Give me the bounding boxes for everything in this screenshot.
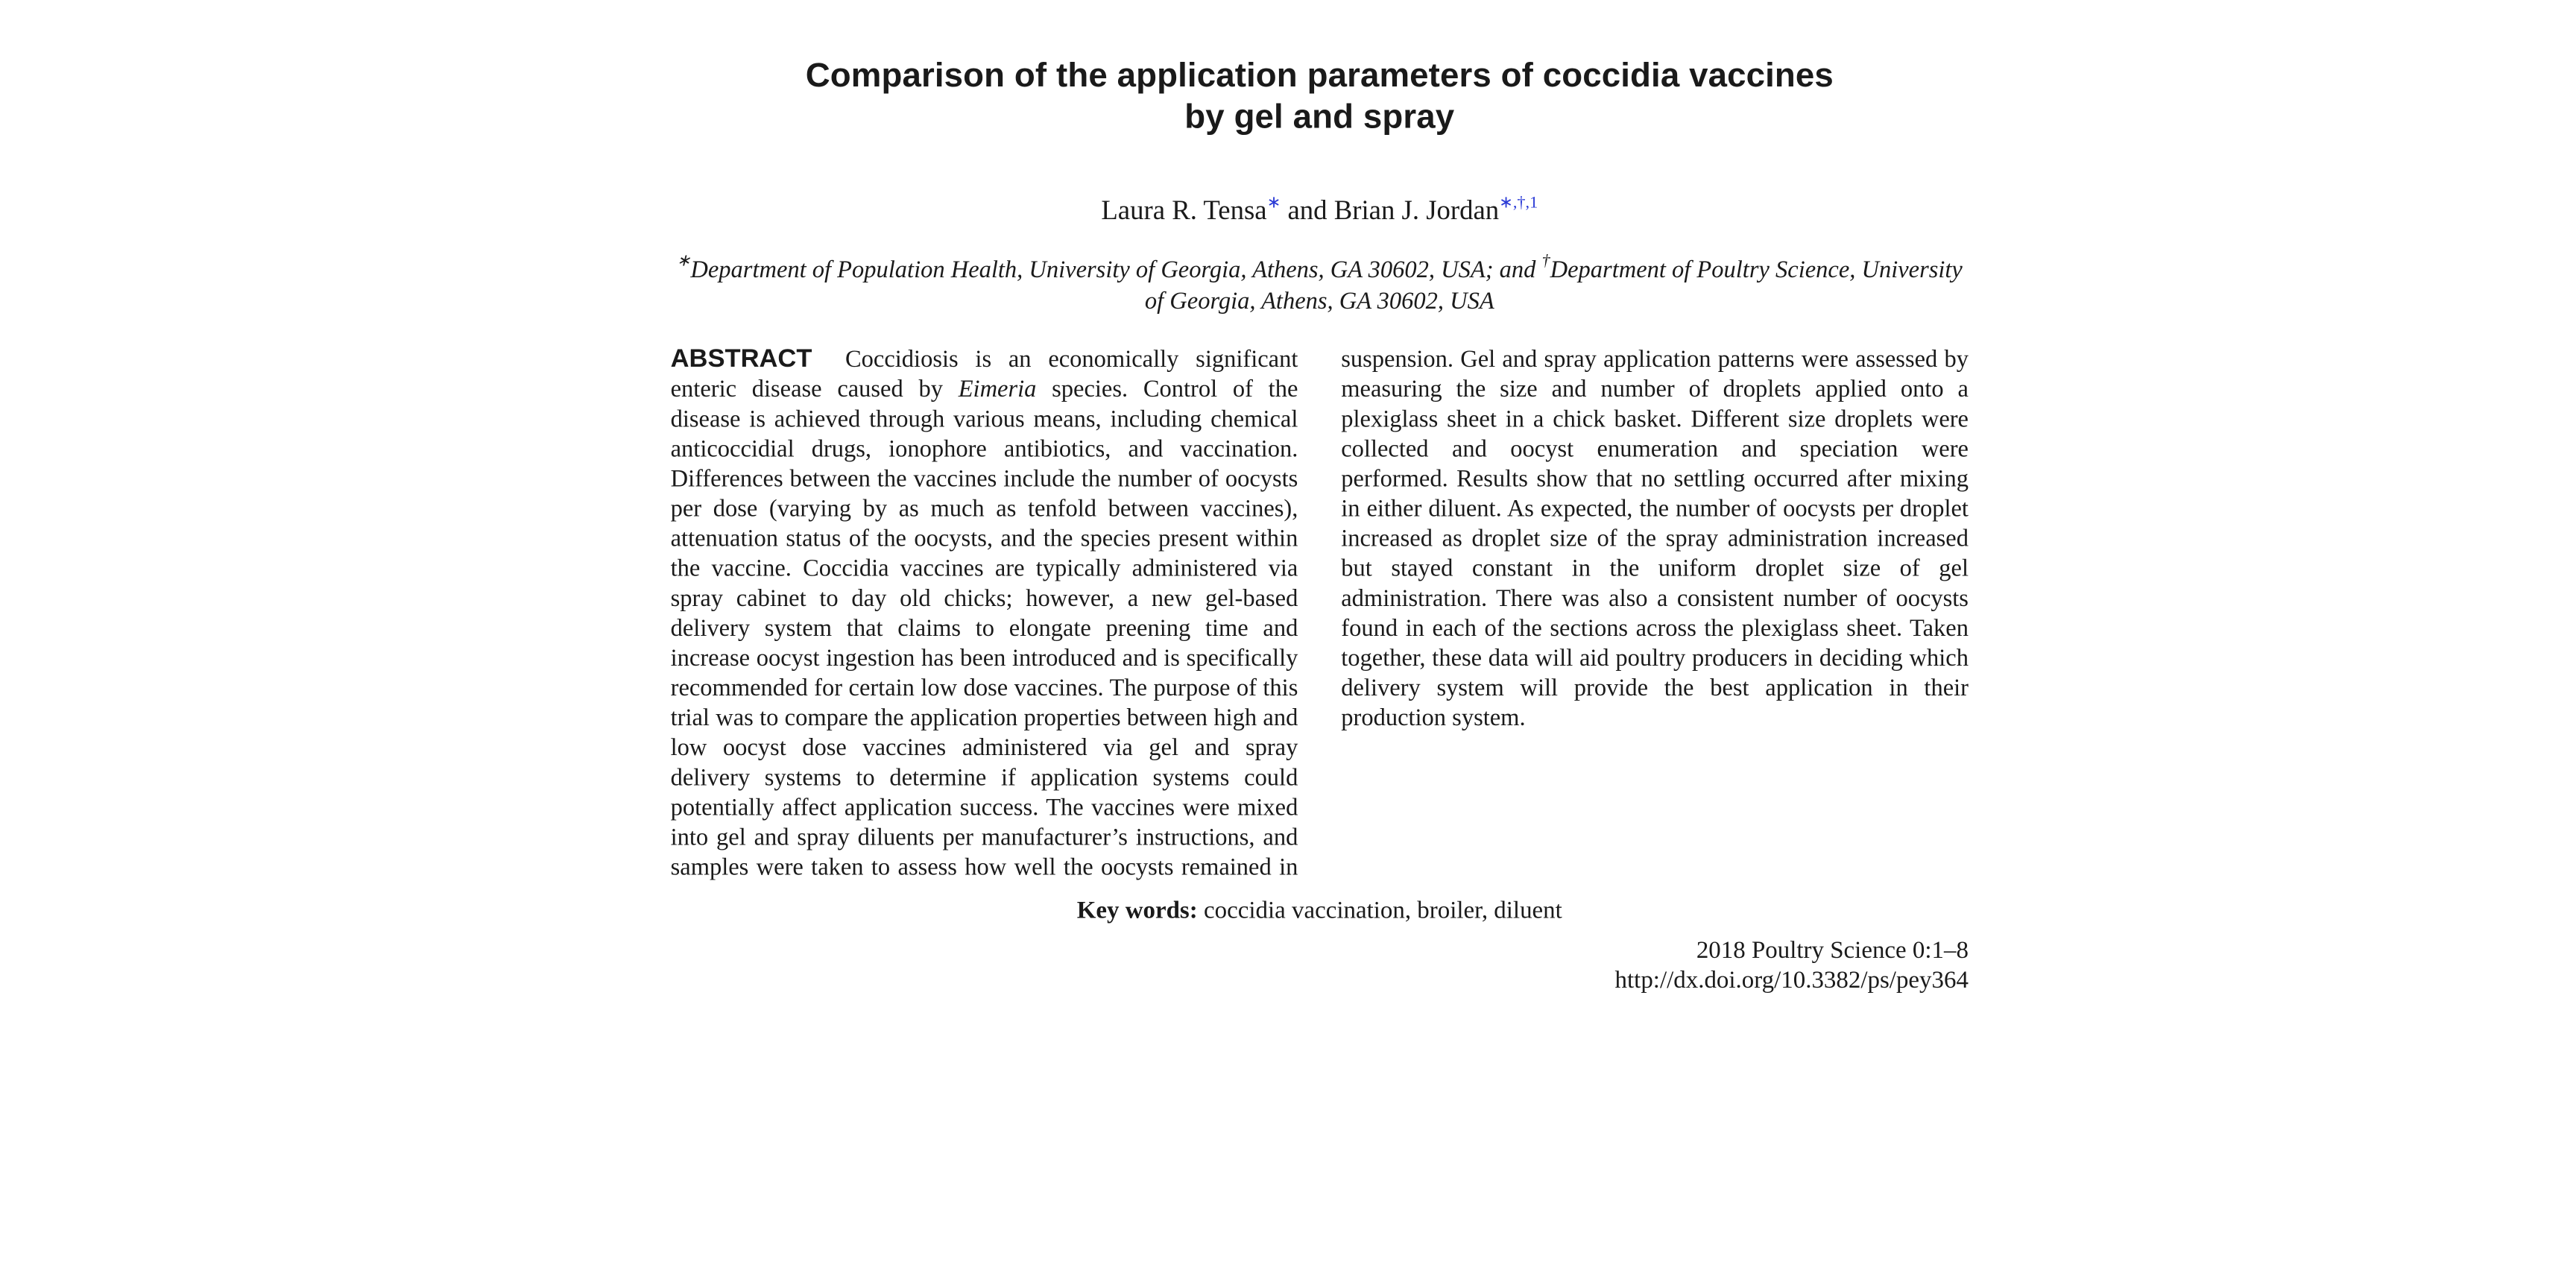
abstract-paragraph <box>671 345 1969 883</box>
keywords-label: Key words: <box>1076 897 1198 925</box>
keywords-text: coccidia vaccination, broiler, diluent <box>1197 897 1562 925</box>
author-jordan: Brian J. Jordan <box>1333 194 1500 226</box>
author-tensa-affiliation-link[interactable]: ∗ <box>1266 193 1281 212</box>
doi-link[interactable]: http://dx.doi.org/10.3382/ps/pey364 <box>1614 967 1969 994</box>
abstract-text-start: Coccidiosis is an economically significant enteric disease caused by <box>670 347 1298 404</box>
title-line-1: Comparison of the application parameters of coccidia vaccines <box>805 56 1834 95</box>
author-list <box>0 195 2576 228</box>
author-jordan-affiliation-link[interactable]: ∗,†,1 <box>1499 193 1538 212</box>
author-tensa: Laura R. Tensa <box>1101 194 1267 226</box>
affiliation-mark-1: ∗ <box>676 252 691 271</box>
affiliation-1: Department of Population Health, University of Georgia, Athens, GA 30602, USA; and <box>690 257 1542 284</box>
citation <box>671 936 1969 996</box>
affiliations <box>671 252 1969 317</box>
abstract <box>671 345 1969 883</box>
paper-title <box>0 54 2576 137</box>
abstract-label: ABSTRACT <box>670 345 812 374</box>
affiliation-2: Department of Poultry Science, University of Georgia, Athens, GA 30602, USA <box>1144 257 1963 315</box>
affiliation-mark-2: † <box>1541 252 1550 271</box>
journal-citation: 2018 Poultry Science 0:1–8 <box>1696 938 1969 965</box>
abstract-text-rest: species. Control of the disease is achieved through various means, including chemical anticoccidial drugs, ionophore antibiotics, and vaccination. Differences between the vaccines include the number of oocysts per dose (varying by as much as tenfold between vaccines), attenuation status of the oocysts, and the species present within the vaccine. Coccidia vaccines are typically administered via spray cabinet to day old chicks; however, a new gel-based delivery system that claims to elongate preening time and increase oocyst ingestion has been introduced and is specifically recommended for certain low dose vaccines. The purpose of this trial was to compare the application properties between high and low oocyst dose vaccines administered via gel and spray delivery systems to determine if application systems could potentially affect application success. The vaccines were mixed into gel and spray diluents per manufacturer’s instructions, and samples were taken to assess how well the oocysts remained in suspension. Gel and spray application patterns were assessed by measuring the size and number of droplets applied onto a plexiglass sheet in a chick basket. Different size droplets were collected and oocyst enumeration and speciation were performed. Results show that no settling occurred after mixing in either diluent. As expected, the number of oocysts per droplet increased as droplet size of the spray administration increased but stayed constant in the uniform droplet size of gel administration. There was also a consistent number of oocysts found in each of the sections across the plexiglass sheet. Taken together, these data will aid poultry producers in deciding which delivery system will provide the best application in their production system. <box>670 347 1969 882</box>
author-conjunction: and <box>1281 194 1334 226</box>
abstract-genus-italic: Eimeria <box>958 376 1037 404</box>
keywords <box>671 896 1969 926</box>
title-line-2: by gel and spray <box>1184 98 1455 136</box>
